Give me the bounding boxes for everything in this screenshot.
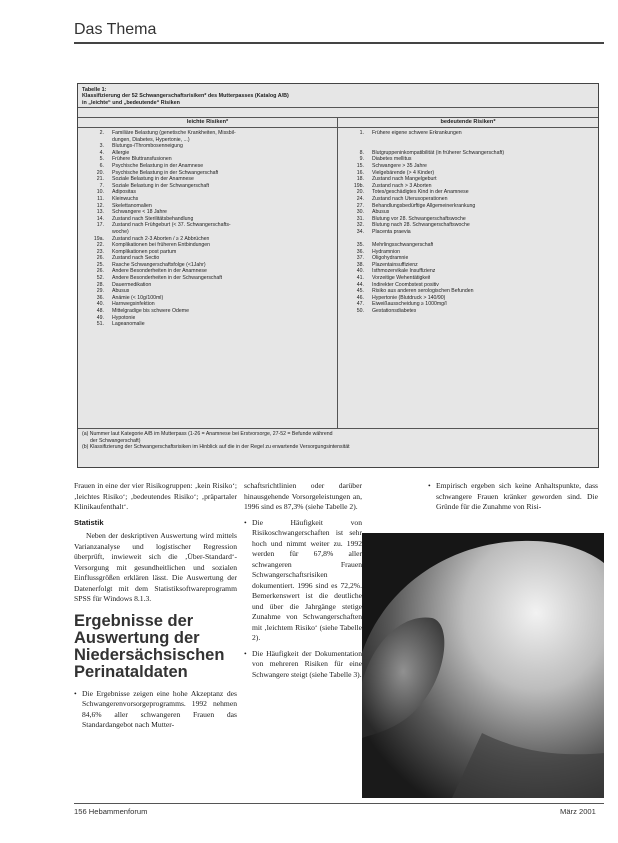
table-row bbox=[84, 170, 334, 177]
risk-number: 10. bbox=[96, 189, 104, 196]
bullet-icon: • bbox=[244, 648, 247, 658]
table-row bbox=[344, 275, 594, 282]
risk-label: Blutungs-/Thrombosenneigung bbox=[112, 143, 183, 150]
risk-label: Harnwegsinfektion bbox=[112, 301, 155, 308]
table-row bbox=[84, 209, 334, 216]
risk-number: 52. bbox=[96, 275, 104, 282]
risk-label: Rasche Schwangerschaftsfolge (<1Jahr) bbox=[112, 261, 206, 268]
table-row bbox=[344, 170, 594, 177]
risk-number: 41. bbox=[356, 275, 364, 282]
column-head-light: leichte Risiken* bbox=[186, 119, 229, 125]
risk-label: Familiäre Belastung (genetische Krankheiten, Missbil- bbox=[112, 130, 236, 136]
risk-number: 21. bbox=[96, 176, 104, 183]
table-rule bbox=[78, 117, 598, 118]
risk-number bbox=[344, 143, 364, 150]
risk-number: 23. bbox=[96, 248, 104, 255]
risk-label: Zustand nach Sterilitätsbehandlung bbox=[112, 215, 194, 222]
risk-label: Totes/geschädigtes Kind in der Anamnese bbox=[372, 189, 469, 196]
risk-number: 26. bbox=[96, 268, 104, 275]
table-rule bbox=[78, 127, 598, 128]
risk-number: 22. bbox=[96, 242, 104, 249]
risk-label: Allergie bbox=[112, 149, 130, 156]
table-row bbox=[344, 156, 594, 163]
risk-number: 7. bbox=[99, 182, 104, 189]
risk-label: Frühere eigene schwere Erkrankungen bbox=[372, 130, 462, 136]
table-row bbox=[344, 301, 594, 308]
risk-label: Risiko aus anderen serologischen Befunden bbox=[372, 288, 474, 295]
risk-label: Blutung vor 28. Schwangerschaftswoche bbox=[372, 215, 466, 222]
risk-label: Skelettanomalien bbox=[112, 202, 152, 209]
table-row bbox=[84, 176, 334, 183]
bullet-icon: • bbox=[428, 481, 431, 490]
risk-label: Adipositas bbox=[112, 189, 136, 196]
risk-label: Abusus bbox=[112, 288, 130, 295]
table-row bbox=[344, 282, 594, 289]
risk-number: 4. bbox=[99, 149, 104, 156]
risk-number: 17. bbox=[96, 222, 104, 229]
caption-line: Tabelle 1: bbox=[82, 87, 107, 93]
table-row bbox=[344, 163, 594, 170]
table-row bbox=[84, 308, 334, 315]
table-row bbox=[84, 196, 334, 203]
table-row bbox=[84, 222, 334, 229]
results-heading: Ergebnisse der Auswertung der Niedersächsischen Perinataldaten bbox=[74, 611, 225, 681]
risk-label: Soziale Belastung in der Schwangerschaft bbox=[112, 182, 210, 189]
risk-number: 30. bbox=[356, 209, 364, 216]
table-row bbox=[344, 249, 594, 256]
risk-number: 45. bbox=[356, 288, 364, 295]
risk-number: 16. bbox=[356, 169, 364, 176]
table-row bbox=[344, 255, 594, 262]
risk-label: Zustand nach Mangelgeburt bbox=[372, 176, 437, 183]
table-row bbox=[84, 203, 334, 210]
risk-label: Hypotonie bbox=[112, 314, 136, 321]
risk-label: Abusus bbox=[372, 209, 390, 216]
risk-number: 15. bbox=[356, 162, 364, 169]
risk-label: Andere Besonderheiten in der Anamnese bbox=[112, 268, 207, 275]
lead-paragraph: schaftsrichtlinien oder darüber hinausgehende Vorsorgeleistungen an, 1996 sind es 87,3% (siehe Tabelle 2). bbox=[244, 481, 362, 511]
risk-number: 25. bbox=[96, 261, 104, 268]
risk-label: Hydramnion bbox=[372, 248, 400, 255]
table-row bbox=[344, 268, 594, 275]
risk-number: 20. bbox=[96, 169, 104, 176]
table-row bbox=[344, 150, 594, 157]
risk-label: Behandlungsbedürftige Allgemeinerkrankung bbox=[372, 202, 476, 209]
risk-number: 26. bbox=[96, 255, 104, 262]
table-row bbox=[84, 189, 334, 196]
table-row bbox=[84, 236, 334, 243]
table-row bbox=[344, 203, 594, 210]
risk-label: Kleinwuchs bbox=[112, 195, 139, 202]
risk-number: 40. bbox=[96, 301, 104, 308]
light-risk-list bbox=[84, 130, 334, 328]
table-row bbox=[344, 242, 594, 249]
table-row bbox=[344, 130, 594, 137]
risk-label: Blutung nach 28. Schwangerschaftswoche bbox=[372, 222, 470, 229]
risk-number: 19b. bbox=[353, 182, 364, 189]
table-row bbox=[84, 275, 334, 282]
table-row bbox=[84, 242, 334, 249]
risk-number: 37. bbox=[356, 255, 364, 262]
table-row bbox=[84, 315, 334, 322]
risk-number: 13. bbox=[96, 209, 104, 216]
table-row bbox=[344, 236, 594, 243]
table-row bbox=[344, 176, 594, 183]
list-item bbox=[244, 518, 362, 649]
table-row bbox=[344, 189, 594, 196]
table-divider bbox=[337, 117, 338, 428]
bullet-text: Die Häufigkeit von Risikoschwangerschaften ist sehr hoch und nimmt weiter zu. 1992 werden für 67,8% aller schwangeren Frauen Schwangerschaftsrisiken dokumentiert. 1996 sind es 72,2%. Bemerkenswert ist die deutliche und über die Jahrgänge stetige Zunahme von Schwangerschaften mit ‚leichtem Risiko‘ (siehe Tabelle 2). bbox=[252, 517, 362, 642]
table-row bbox=[84, 301, 334, 308]
risk-number: 5. bbox=[99, 156, 104, 163]
risk-label: Lageanomalie bbox=[112, 321, 145, 328]
risk-label: Anämie (< 10g/100ml) bbox=[112, 294, 164, 301]
risk-number: 44. bbox=[356, 281, 364, 288]
section-title: Das Thema bbox=[74, 21, 157, 38]
risk-number: 11. bbox=[97, 195, 104, 202]
risk-number: 36. bbox=[356, 248, 364, 255]
risk-label: Psychische Belastung in der Schwangerschaft bbox=[112, 169, 219, 176]
risk-number: 48. bbox=[96, 308, 104, 315]
text-column-3 bbox=[428, 481, 598, 518]
statistics-paragraph: Neben der deskriptiven Auswertung wird mittels Varianzanalyse und logistischer Regression überprüft, inwieweit sich die ‚Über-Standard‘-Versorgung mit gesundheitlichen und sozialen Einflussgrößen erklären lässt. Die Auswertung der Datenerfolgt mit dem Statistiksoftwareprogramm SPSS für Windows 8.1.3. bbox=[74, 531, 237, 603]
risk-number: 38. bbox=[356, 261, 364, 268]
caption-line: in „leichte“ und „bedeutende“ Risiken bbox=[82, 99, 180, 106]
table-row bbox=[84, 156, 334, 163]
header-rule bbox=[74, 42, 604, 44]
risk-number: 47. bbox=[356, 301, 364, 308]
risk-label: Frühere Bluttransfusionen bbox=[112, 156, 172, 163]
table-row bbox=[344, 216, 594, 223]
risk-label: Komplikationen post partum bbox=[112, 248, 177, 255]
list-item bbox=[428, 481, 598, 518]
risk-label: Soziale Belastung in der Anamnese bbox=[112, 176, 194, 183]
risk-number bbox=[344, 137, 364, 144]
risk-label: Blutgruppeninkompatibilität (in früherer Schwangerschaft) bbox=[372, 149, 505, 156]
risk-label: Hypertonie (Blutdruck > 140/90) bbox=[372, 294, 446, 301]
bullet-text: Empirisch ergeben sich keine Anhaltspunkte, dass schwangere Frauen kränker geworden sind. Die Gründe für die Zunahme von Risi- bbox=[436, 481, 598, 511]
risk-number: 6. bbox=[99, 162, 104, 169]
risk-number: 14. bbox=[96, 215, 104, 222]
table-row bbox=[344, 137, 594, 144]
table-row bbox=[84, 216, 334, 223]
pregnant-belly-photo bbox=[362, 533, 604, 798]
intro-paragraph: Frauen in eine der vier Risikogruppen: ‚kein Risiko‘; ‚leichtes Risiko‘; ‚bedeutendes Risiko‘; ‚präpartaler Klinikaufenthalt‘. bbox=[74, 481, 237, 511]
text-column-1 bbox=[74, 481, 237, 736]
risk-label: Schwangere < 18 Jahre bbox=[112, 209, 167, 216]
risk-label: Indirekter Coombstest positiv bbox=[372, 281, 439, 288]
risk-label: Oligohydramnie bbox=[372, 255, 409, 262]
table-row bbox=[344, 295, 594, 302]
risk-number: 18. bbox=[356, 176, 364, 183]
table-row bbox=[84, 255, 334, 262]
risk-label: dungen, Diabetes, Hypertonie, ...) bbox=[112, 136, 190, 143]
risk-label: Zustand nach Uterusoperationen bbox=[372, 195, 448, 202]
risk-label: Isthmozervikale Insuffizienz bbox=[372, 268, 436, 275]
risk-table bbox=[77, 83, 599, 468]
table-row bbox=[84, 282, 334, 289]
caption-line: Klassifizierung der 52 Schwangerschaftsrisiken* des Mutterpasses (Katalog A/B) bbox=[82, 93, 289, 100]
statistics-heading: Statistik bbox=[74, 517, 104, 527]
table-row bbox=[84, 295, 334, 302]
risk-label: Zustand nach Frühgeburt (< 37. Schwangerschafts- bbox=[112, 222, 231, 229]
table-row bbox=[84, 229, 334, 236]
table-row bbox=[344, 262, 594, 269]
table-row bbox=[344, 209, 594, 216]
risk-number bbox=[344, 236, 364, 243]
footnote: (b) Klassifizierung der Schwangerschaftsrisiken im Hinblick auf die in der Regel zu erwartende Versorgungsintensität bbox=[82, 444, 350, 451]
table-row bbox=[84, 321, 334, 328]
risk-number: 46. bbox=[356, 294, 364, 301]
table-row bbox=[344, 196, 594, 203]
text-column-2 bbox=[244, 481, 362, 685]
risk-number: 2. bbox=[99, 130, 104, 136]
risk-number: 31. bbox=[356, 215, 364, 222]
risk-number: 9. bbox=[359, 156, 364, 163]
column-head-severe: bedeutende Risiken* bbox=[440, 119, 496, 125]
risk-label: Diabetes mellitus bbox=[372, 156, 412, 163]
table-row bbox=[344, 183, 594, 190]
risk-number: 19a. bbox=[93, 235, 104, 242]
risk-number bbox=[84, 137, 104, 144]
table-caption bbox=[82, 87, 592, 106]
table-rule bbox=[78, 428, 598, 429]
risk-label: Zustand nach Sectio bbox=[112, 255, 160, 262]
risk-number: 12. bbox=[96, 202, 104, 209]
list-item bbox=[74, 689, 237, 736]
risk-label: Placenta praevia bbox=[372, 228, 411, 235]
table-row bbox=[344, 222, 594, 229]
table-footnotes bbox=[82, 431, 594, 451]
table-row bbox=[344, 143, 594, 150]
risk-number bbox=[84, 229, 104, 236]
table-row bbox=[344, 308, 594, 315]
risk-number: 32. bbox=[356, 222, 364, 229]
risk-label: Dauermedikation bbox=[112, 281, 152, 288]
table-row bbox=[344, 229, 594, 236]
table-row bbox=[84, 137, 334, 144]
risk-number: 27. bbox=[356, 202, 364, 209]
risk-number: 8. bbox=[359, 149, 364, 156]
risk-label: Psychische Belastung in der Anamnese bbox=[112, 162, 204, 169]
table-row bbox=[84, 288, 334, 295]
risk-number: 50. bbox=[356, 308, 364, 315]
bullet-text: Die Ergebnisse zeigen eine hohe Akzeptanz des Schwangerenvorsorgeprogramms. 1992 nehmen 84,6% aller schwangeren Frauen das Standardangebot nach Mutter- bbox=[82, 688, 237, 729]
footer-page-label: 156 Hebammenforum bbox=[74, 807, 148, 816]
table-row bbox=[84, 150, 334, 157]
table-rule bbox=[78, 107, 598, 108]
risk-label: woche) bbox=[112, 228, 129, 235]
risk-label: Vorzeitige Wehentätigkeit bbox=[372, 275, 431, 282]
table-row bbox=[84, 262, 334, 269]
table-row bbox=[84, 163, 334, 170]
severe-risk-list bbox=[344, 130, 594, 315]
risk-number: 29. bbox=[96, 288, 104, 295]
risk-number: 20. bbox=[356, 189, 364, 196]
list-item bbox=[244, 649, 362, 686]
footer-date: März 2001 bbox=[560, 807, 596, 816]
risk-label: Gestationsdiabetes bbox=[372, 308, 417, 315]
risk-number: 3. bbox=[99, 143, 104, 150]
risk-number: 51. bbox=[96, 321, 104, 328]
risk-number: 34. bbox=[356, 228, 364, 235]
risk-number: 35. bbox=[356, 242, 364, 249]
risk-label: Schwangere > 35 Jahre bbox=[372, 162, 427, 169]
footnote: (a) Nummer laut Kategorie A/B im Mutterpass (1-26 = Anamnese bei Erstvorsorge, 27-52 = Befunde während bbox=[82, 431, 333, 437]
risk-number: 1. bbox=[359, 130, 364, 136]
risk-label: Vielgebärende (> 4 Kinder) bbox=[372, 169, 435, 176]
risk-label: Mittelgradige bis schwere Ödeme bbox=[112, 308, 189, 315]
risk-number: 36. bbox=[96, 294, 104, 301]
risk-label: Komplikationen bei früheren Entbindungen bbox=[112, 242, 211, 249]
risk-number: 49. bbox=[96, 314, 104, 321]
table-row bbox=[344, 288, 594, 295]
table-row bbox=[84, 268, 334, 275]
risk-label: Eiweißausscheidung ≥ 1000mg/l bbox=[372, 301, 447, 308]
risk-label: Zustand nach 2-3 Aborten / ≥ 2 Abbrüchen bbox=[112, 235, 210, 242]
footer-rule bbox=[74, 803, 604, 804]
risk-number: 24. bbox=[356, 195, 364, 202]
risk-number: 40. bbox=[356, 268, 364, 275]
table-row bbox=[84, 130, 334, 137]
bullet-icon: • bbox=[244, 517, 247, 527]
risk-label: Andere Besonderheiten in der Schwangerschaft bbox=[112, 275, 223, 282]
risk-label: Zustand nach > 3 Aborten bbox=[372, 182, 432, 189]
risk-number: 28. bbox=[96, 281, 104, 288]
bullet-icon: • bbox=[74, 688, 77, 698]
footnote: der Schwangerschaft) bbox=[90, 437, 141, 444]
table-row bbox=[84, 183, 334, 190]
bullet-text: Die Häufigkeit der Dokumentation von mehreren Risiken für eine Schwangere steigt (siehe Tabelle 3). bbox=[252, 648, 362, 679]
risk-label: Plazentainsuffizienz bbox=[372, 261, 418, 268]
table-row bbox=[84, 143, 334, 150]
table-row bbox=[84, 249, 334, 256]
risk-label: Mehrlingsschwangerschaft bbox=[372, 242, 434, 249]
